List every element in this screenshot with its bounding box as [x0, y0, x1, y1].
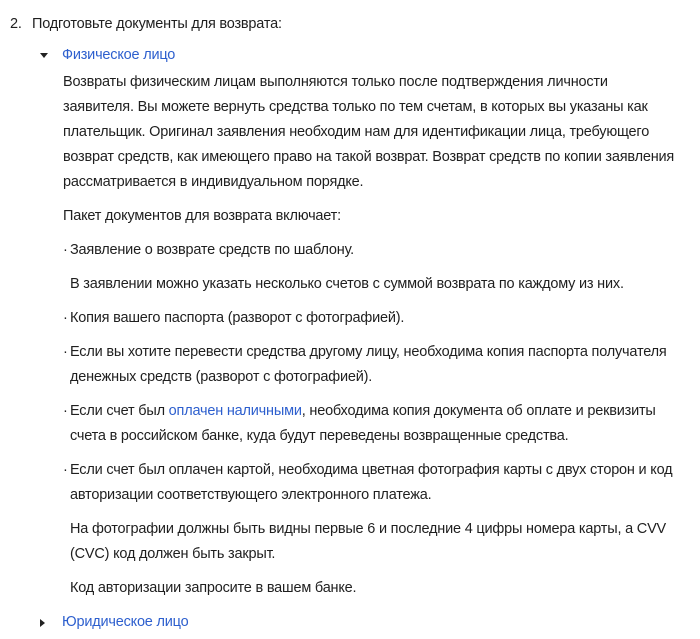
documents-list [63, 238, 678, 601]
list-item-text: , необходима копия документа об оплате и реквизиты счета в российском банке, куда будут переведены возвращенные средства. [70, 403, 656, 444]
cash-payment-link[interactable]: оплачен наличными [168, 403, 302, 419]
chevron-down-icon[interactable] [40, 53, 49, 58]
package-heading: Пакет документов для возврата включает: [63, 208, 341, 224]
list-item-note: Код авторизации запросите в вашем банке. [70, 580, 357, 596]
list-item-note: В заявлении можно указать несколько счетов с суммой возврата по каждому из них. [70, 276, 624, 292]
accordion-header-legal[interactable] [40, 610, 700, 635]
numbered-step [10, 12, 700, 635]
list-item-text: Заявление о возврате средств по шаблону. [70, 242, 354, 258]
list-item [63, 399, 678, 449]
chevron-right-icon[interactable] [40, 619, 49, 627]
intro-paragraph: Возвраты физическим лицам выполняются только после подтверждения личности заявителя. Вы можете вернуть средства только по тем счетам, в которых вы указаны как плательщик. Оригинал заявления необходим нам для идентификации лица, требующего возврат средств, как имеющего право на такой возврат. Возврат средств по копии заявления рассматривается в индивидуальном порядке. [63, 74, 675, 190]
list-item [63, 238, 678, 297]
accordion-body-individual [63, 70, 678, 601]
step-number: 2. [10, 16, 22, 32]
list-item [63, 306, 678, 331]
step-title: Подготовьте документы для возврата: [32, 16, 282, 32]
list-item [63, 458, 678, 601]
list-item-text: Если вы хотите перевести средства другому лицу, необходима копия паспорта получателя денежных средств (разворот с фотографией). [70, 344, 667, 385]
list-item [63, 340, 678, 390]
step-content [32, 12, 700, 635]
list-item-note: На фотографии должны быть видны первые 6 и последние 4 цифры номера карты, а CVV (CVC) код должен быть закрыт. [70, 521, 667, 562]
accordion-toggle-legal[interactable]: Юридическое лицо [62, 614, 189, 630]
accordion-header-individual[interactable] [40, 43, 700, 68]
list-item-text: Если счет был [70, 403, 169, 419]
list-item-text: Если счет был оплачен картой, необходима цветная фотография карты с двух сторон и код авторизации соответствующего электронного платежа. [70, 462, 673, 503]
accordion-toggle-individual[interactable]: Физическое лицо [62, 47, 176, 63]
list-item-text: Копия вашего паспорта (разворот с фотографией). [70, 310, 405, 326]
